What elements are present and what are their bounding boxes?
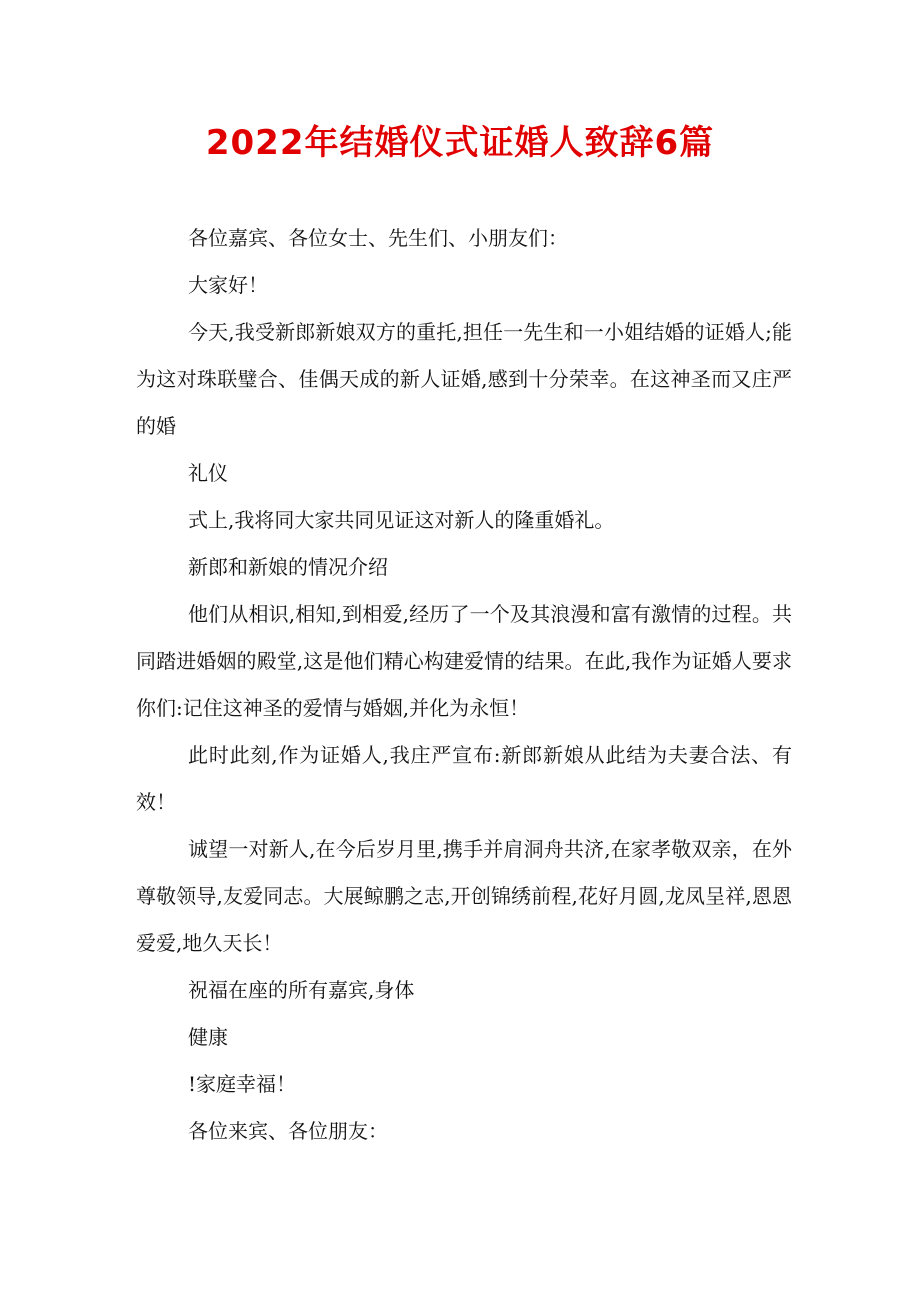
paragraph-10: 祝福在座的所有嘉宾,身体 [188, 978, 415, 1002]
paragraph-8: 此时此刻,作为证婚人,我庄严宣布:新郎新娘从此结为夫妻合法、有效！ [136, 743, 792, 814]
paragraph-1: 各位嘉宾、各位女士、先生们、小朋友们： [188, 226, 568, 250]
document-title: 2022年结婚仪式证婚人致辞6篇 [205, 123, 715, 163]
paragraph-2: 大家好！ [188, 273, 268, 297]
paragraph-12: !家庭幸福！ [188, 1072, 297, 1096]
paragraph-5: 式上,我将同大家共同见证这对新人的隆重婚礼。 [188, 508, 615, 532]
paragraph-11: 健康 [188, 1025, 228, 1049]
paragraph-9: 诚望一对新人,在今后岁月里,携手并肩洞舟共济,在家孝敬双亲，在外尊敬领导,友爱同志。大展鲸鹏之志,开创锦绣前程,花好月圆,龙凤呈祥,恩恩爱爱,地久天长！ [136, 837, 792, 955]
paragraph-13: 各位来宾、各位朋友： [188, 1119, 388, 1143]
paragraph-4: 礼仪 [188, 461, 228, 485]
document-body [136, 215, 792, 1155]
paragraph-7: 他们从相识,相知,到相爱,经历了一个及其浪漫和富有激情的过程。共同踏进婚姻的殿堂,这是他们精心构建爱情的结果。在此,我作为证婚人要求你们:记住这神圣的爱情与婚姻,并化为永恒！ [136, 602, 792, 720]
paragraph-3: 今天,我受新郎新娘双方的重托,担任一先生和一小姐结婚的证婚人;能为这对珠联璧合、佳偶天成的新人证婚,感到十分荣幸。在这神圣而又庄严的婚 [136, 320, 792, 438]
paragraph-6: 新郎和新娘的情况介绍 [188, 555, 388, 579]
